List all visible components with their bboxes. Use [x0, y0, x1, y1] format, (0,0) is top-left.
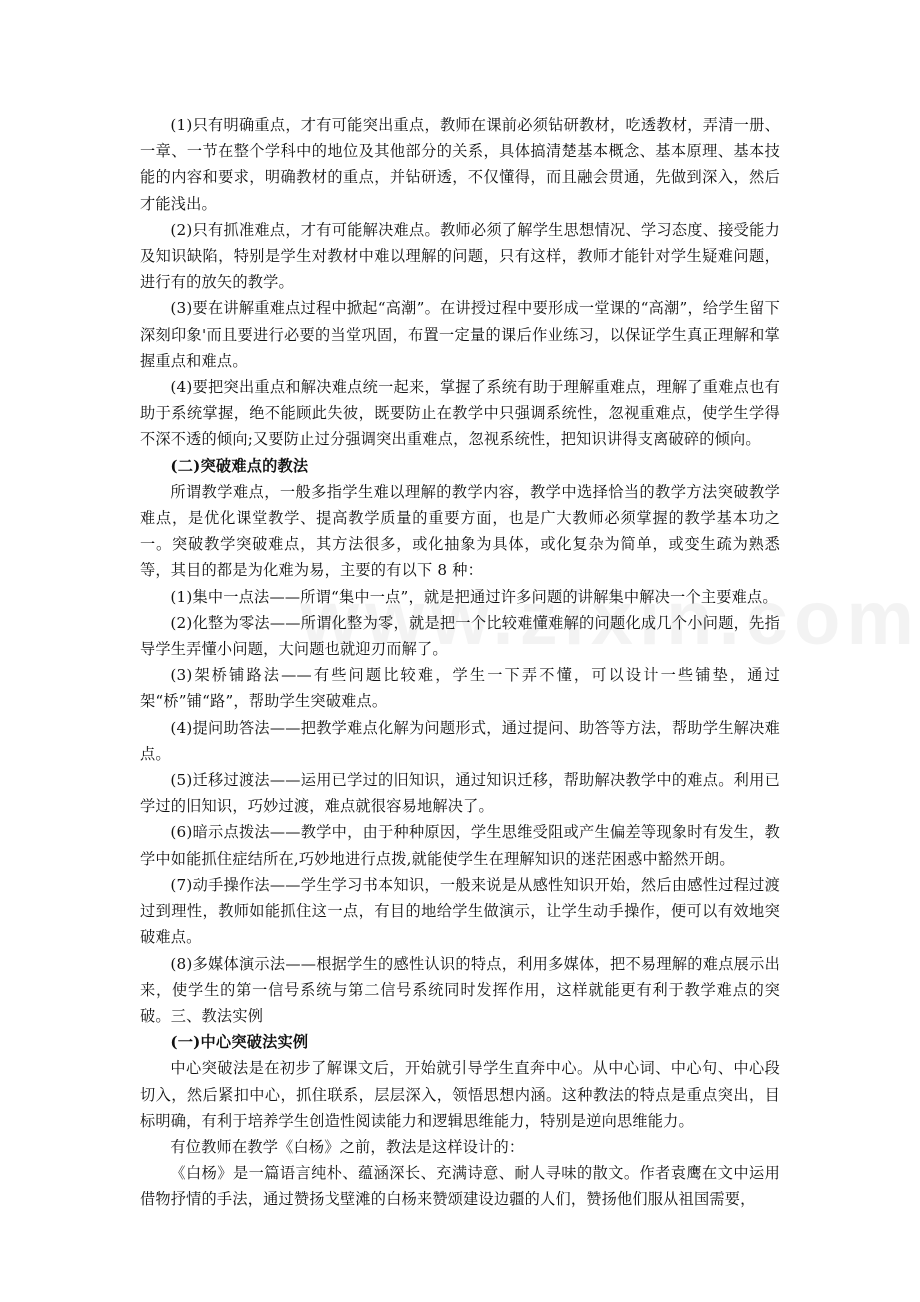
- paragraph-unify: (4)要把突出重点和解决难点统一起来，掌握了系统有助于理解重难点，理解了重难点也有助于系统掌握，绝不能顾此失彼，既要防止在教学中只强调系统性，忽视重难点，使学生学得不深不透的倾向;又要防止过分强调突出重难点，忽视系统性，把知识讲得支离破碎的倾向。: [140, 378, 780, 449]
- section-heading-center-breakthrough: (一)中心突破法实例: [170, 1033, 309, 1052]
- paragraph-grasp-difficulties: (2)只有抓准难点，才有可能解决难点。教师必须了解学生思想情况、学习态度、接受能力及知识缺陷，特别是学生对教材中难以理解的问题，只有这样，教师才能针对学生疑难问题，进行有的放矢的教学。: [140, 220, 780, 292]
- paragraph-method-1: (1)集中一点法——所谓“集中一点”，就是把通过许多问题的讲解集中解决一个主要难点。: [170, 587, 778, 606]
- paragraph-method-6: (6)暗示点拨法——教学中，由于种种原因，学生思维受阻或产生偏差等现象时有发生，教学中如能抓住症结所在,巧妙地进行点拨,就能使学生在理解知识的迷茫困惑中豁然开朗。: [140, 823, 780, 868]
- paragraph-method-8: (8)多媒体演示法——根据学生的感性认识的特点，利用多媒体，把不易理解的难点展示出来，使学生的第一信号系统与第二信号系统同时发挥作用，这样就能更有利于教学难点的突破。三、教法实例: [140, 954, 780, 1025]
- paragraph-baiyang: 《白杨》是一篇语言纯朴、蕴涵深长、充满诗意、耐人寻味的散文。作者袁鹰在文中运用借物抒情的手法，通过赞扬戈壁滩的白杨来赞颂建设边疆的人们，赞扬他们服从祖国需要，: [140, 1164, 780, 1209]
- paragraph-method-3: (3)架桥铺路法——有些问题比较难，学生一下弄不懂，可以设计一些铺垫，通过架“桥”铺“路”，帮助学生突破难点。: [140, 666, 780, 711]
- section-heading-breakthrough-methods: (二)突破难点的教法: [170, 456, 309, 475]
- paragraph-method-7: (7)动手操作法——学生学习书本知识，一般来说是从感性知识开始，然后由感性过程过渡过到理性，教师如能抓住这一点，有目的地给学生做演示，让学生动手操作，便可以有效地突破难点。: [140, 875, 780, 947]
- paragraph-intro-difficulties: 所谓教学难点，一般多指学生难以理解的教学内容，教学中选择恰当的教学方法突破教学难点，是优化课堂教学、提高教学质量的重要方面，也是广大教师必须掌握的教学基本功之一。突破教学突破难点，其方法很多，或化抽象为具体，或化复杂为简单，或变生疏为熟悉等，其目的都是为化难为易，主要的有以下 8 种：: [140, 482, 780, 580]
- paragraph-focus-key-points: (1)只有明确重点，才有可能突出重点，教师在课前必须钻研教材，吃透教材，弄清一册、一章、一节在整个学科中的地位及其他部分的关系，具体搞清楚基本概念、基本原理、基本技能的内容和要求，明确教材的重点，并钻研透，不仅懂得，而且融会贯通，先做到深入，然后才能浅出。: [140, 116, 780, 213]
- document-body: [140, 112, 780, 1213]
- paragraph-method-4: (4)提问助答法——把教学难点化解为问题形式，通过提问、助答等方法，帮助学生解决难点。: [140, 718, 780, 763]
- paragraph-method-5: (5)迁移过渡法——运用已学过的旧知识，通过知识迁移，帮助解决教学中的难点。利用已学过的旧知识，巧妙过渡，难点就很容易地解决了。: [140, 771, 780, 816]
- paragraph-method-2: (2)化整为零法——所谓化整为零，就是把一个比较难懂难解的问题化成几个小问题，先指导学生弄懂小问题，大问题也就迎刃而解了。: [140, 613, 780, 659]
- paragraph-teacher-design: 有位教师在教学《白杨》之前，教法是这样设计的：: [170, 1137, 525, 1156]
- paragraph-center-method: 中心突破法是在初步了解课文后，开始就引导学生直奔中心。从中心词、中心句、中心段切入，然后紧扣中心，抓住联系，层层深入，领悟思想内涵。这种教法的特点是重点突出，目标明确，有利于培养学生创造性阅读能力和逻辑思维能力，特别是逆向思维能力。: [140, 1059, 780, 1130]
- paragraph-climax: (3)要在讲解重难点过程中掀起“高潮”。在讲授过程中要形成一堂课的“高潮”，给学生留下深刻印象'而且要进行必要的当堂巩固，布置一定量的课后作业练习，以保证学生真正理解和掌握重点和难点。: [140, 299, 780, 370]
